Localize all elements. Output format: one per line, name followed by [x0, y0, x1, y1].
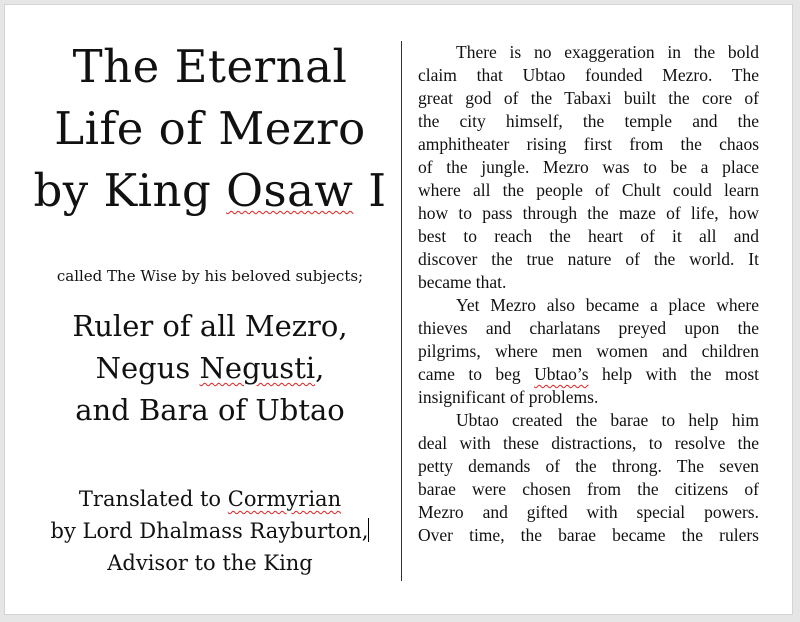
paragraph-line: thieves and charlatans preyed upon the [418, 318, 759, 338]
paragraph-line: Over time, the barae became the rulers [418, 525, 759, 545]
paragraph-line: how to pass through the maze of life, how [418, 203, 759, 223]
paragraph-line: became that. [418, 272, 507, 292]
spellcheck-word-cormyrian[interactable]: Cormyrian [227, 487, 342, 511]
title-line-3 [20, 165, 400, 217]
paragraph-line: pilgrims, where men women and children [418, 341, 759, 361]
spellcheck-word-osaw[interactable]: Osaw [226, 164, 354, 217]
credit-line-2 [20, 516, 400, 546]
paragraph-line: deal with these distractions, to resolve the [418, 433, 759, 453]
rank-line-2-prefix: Negus [95, 351, 200, 385]
paragraph-line: Mezro and gifted with special powers. [418, 502, 759, 522]
paragraph-2 [418, 294, 759, 409]
paragraph-line: came to beg Ubtao’s help with the most [418, 364, 760, 384]
credit-line-1-prefix: Translated to [78, 487, 228, 511]
paragraph-line: There is no exaggeration in the bold [456, 42, 759, 62]
credit-line-1 [20, 484, 400, 514]
paragraph-3 [418, 409, 759, 547]
rank-line-3: and Bara of Ubtao [75, 393, 345, 427]
spellcheck-word-ubtaos[interactable]: Ubtao’s [534, 364, 589, 384]
paragraph-line: great god of the Tabaxi built the core of [418, 88, 759, 108]
title-column[interactable] [20, 5, 400, 614]
paragraph-line: petty demands of the throng. The seven [418, 456, 759, 476]
title-line-1: The Eternal [72, 40, 348, 93]
paragraph-line: amphitheater rising first from the chaos [418, 134, 759, 154]
rank-line-2-suffix: , [315, 351, 325, 385]
paragraph-line: insignificant of problems. [418, 387, 599, 407]
title-line-2: Life of Mezro [54, 102, 366, 155]
body-column[interactable] [418, 41, 759, 547]
document-page[interactable] [5, 5, 792, 614]
rank-line-2 [20, 349, 400, 388]
paragraph-line: of the jungle. Mezro was to be a place [418, 157, 759, 177]
paragraph-line: Yet Mezro also became a place where [456, 295, 759, 315]
paragraph-line: barae were chosen from the citizens of [418, 479, 759, 499]
paragraph-line: Ubtao created the barae to help him [456, 410, 759, 430]
paragraph-line: claim that Ubtao founded Mezro. The [418, 65, 759, 85]
paragraph-line: where all the people of Chult could learn [418, 180, 759, 200]
spellcheck-word-negusti[interactable]: Negusti [199, 351, 316, 385]
paragraph-line: best to reach the heart of it all and [418, 226, 759, 246]
epithet-line: called The Wise by his beloved subjects; [56, 267, 364, 285]
rank-line-1: Ruler of all Mezro, [72, 309, 348, 343]
title-line-3-suffix: I [353, 164, 387, 217]
paragraph-1 [418, 41, 759, 294]
credit-line-3: Advisor to the King [107, 551, 313, 575]
text-cursor [368, 518, 369, 542]
paragraph-line: discover the true nature of the world. It [418, 249, 759, 269]
paragraph-line: the city himself, the temple and the [418, 111, 759, 131]
title-line-3-prefix: by King [33, 164, 227, 217]
column-divider [401, 41, 402, 581]
credit-line-2-text: by Lord Dhalmass Rayburton, [50, 519, 369, 543]
